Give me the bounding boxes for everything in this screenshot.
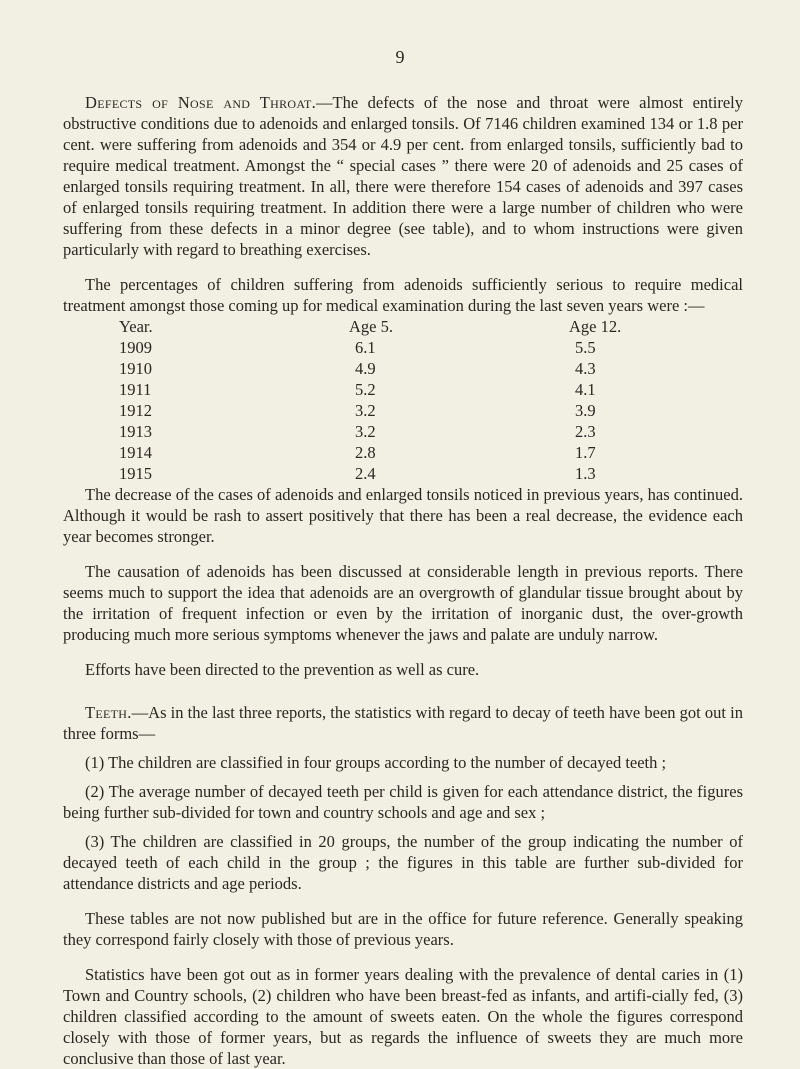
cell-year: 1914: [119, 443, 152, 462]
percentages-paragraph: The percentages of children suffering from adenoids sufficiently serious to require medical treatment amongst those coming up for medical examination during the last seven years were :—: [63, 275, 743, 315]
statistics-paragraph: Statistics have been got out as in former years dealing with the prevalence of dental caries in (1) Town and Country schools, (2) children who have been breast-fed as infants, and artifi-cially fed, (3) children classified according to the amount of sweets eaten. On the whole the figures correspond closely with those of former years, but as regards the influence of sweets they are much more conclusive than those of last year.: [63, 965, 743, 1068]
nose-throat-heading: Defects of Nose and Throat.: [85, 93, 317, 112]
header-age-5: Age 5.: [349, 317, 393, 336]
teeth-intro: —As in the last three reports, the statistics with regard to decay of teeth have been got out in three forms—: [63, 703, 743, 743]
cell-year: 1915: [119, 464, 152, 483]
table-row: [119, 463, 669, 484]
teeth-list-item-3: (3) The children are classified in 20 groups, the number of the group indicating the number of decayed teeth of each child in the group ; the figures in this table are further sub-divided for attendance districts and age periods.: [63, 832, 743, 893]
prevention-paragraph: Efforts have been directed to the prevention as well as cure.: [85, 660, 480, 679]
cell-year: 1909: [119, 338, 152, 357]
table-row: [119, 400, 669, 421]
table-row: [119, 442, 669, 463]
cell-age-5: 6.1: [355, 338, 376, 357]
teeth-list-item-1: (1) The children are classified in four groups according to the number of decayed teeth ;: [85, 753, 667, 772]
cell-age-12: 2.3: [575, 422, 596, 441]
cell-age-5: 4.9: [355, 359, 376, 378]
cell-year: 1912: [119, 401, 152, 420]
table-row: [119, 421, 669, 442]
teeth-paragraph: [63, 702, 743, 744]
cell-year: 1911: [119, 380, 152, 399]
cell-age-5: 5.2: [355, 380, 376, 399]
cell-age-12: 5.5: [575, 338, 596, 357]
page-body: [63, 92, 743, 1069]
nose-throat-text: —The defects of the nose and throat were almost entirely obstructive conditions due to adenoids and enlarged tonsils. Of 7146 children examined 134 or 1.8 per cent. were suffering from adenoids and 354 or 4.9 per cent. from enlarged tonsils, sufficiently bad to require medical treatment. Amongst the “ special cases ” there were 20 of adenoids and 25 cases of enlarged tonsils requiring treatment. In all, there were therefore 154 cases of adenoids and 397 cases of enlarged tonsils requiring treatment. In addition there were a large number of children who were suffering from these defects in a minor degree (see table), and to whom instructions were given particularly with regard to breathing exercises.: [63, 93, 743, 259]
cell-age-12: 1.3: [575, 464, 596, 483]
cell-age-12: 4.1: [575, 380, 596, 399]
table-row: [119, 379, 669, 400]
teeth-heading: Teeth.: [85, 703, 132, 722]
table-row: [119, 358, 669, 379]
table-header-row: [119, 316, 669, 337]
cell-year: 1910: [119, 359, 152, 378]
nose-throat-paragraph: [63, 92, 743, 260]
teeth-list-item-2: (2) The average number of decayed teeth per child is given for each attendance district, the figures being further sub-divided for town and country schools and age and sex ;: [63, 782, 743, 822]
cell-year: 1913: [119, 422, 152, 441]
cell-age-12: 1.7: [575, 443, 596, 462]
causation-paragraph: The causation of adenoids has been discussed at considerable length in previous reports. There seems much to support the idea that adenoids are an overgrowth of glandular tissue brought about by the irritation of frequent infection or even by the irritation of inorganic dust, the over-growth producing much more serious symptoms whenever the jaws and palate are unduly narrow.: [63, 562, 743, 644]
cell-age-5: 2.8: [355, 443, 376, 462]
header-year: Year.: [119, 317, 153, 336]
adenoids-percentage-table: [119, 316, 669, 484]
decrease-paragraph: The decrease of the cases of adenoids and enlarged tonsils noticed in previous years, has continued. Although it would be rash to assert positively that there has been a real decrease, the evidence each year becomes stronger.: [63, 485, 743, 546]
table-row: [119, 337, 669, 358]
tables-paragraph: These tables are not now published but are in the office for future reference. Generally speaking they correspond fairly closely with those of previous years.: [63, 909, 743, 949]
cell-age-5: 3.2: [355, 422, 376, 441]
cell-age-12: 4.3: [575, 359, 596, 378]
cell-age-12: 3.9: [575, 401, 596, 420]
page-number: 9: [395, 47, 405, 67]
cell-age-5: 2.4: [355, 464, 376, 483]
cell-age-5: 3.2: [355, 401, 376, 420]
header-age-12: Age 12.: [569, 317, 622, 336]
